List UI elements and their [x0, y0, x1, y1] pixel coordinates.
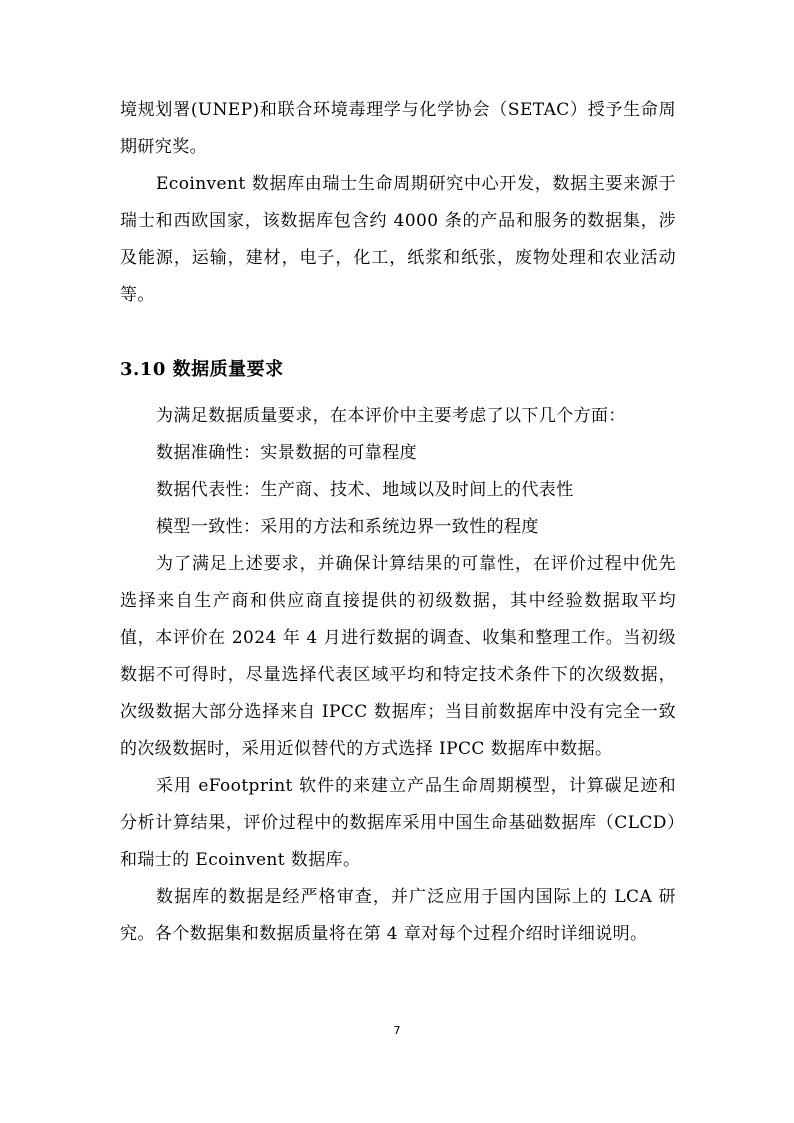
paragraph-database-review: 数据库的数据是经严格审查，并广泛应用于国内国际上的 LCA 研究。各个数据集和数据质量将在第 4 章对每个过程介绍时详细说明。 [120, 887, 676, 944]
section-heading: 3.10 数据质量要求 [120, 359, 284, 380]
paragraph-ecoinvent: Ecoinvent 数据库由瑞士生命周期研究中心开发，数据主要来源于瑞士和西欧国家，该数据库包含约 4000 条的产品和服务的数据集，涉及能源，运输，建材，电子，化工，纸浆和纸张，废物处理和农业活动等。 [120, 174, 676, 305]
paragraph-efootprint: 采用 eFootprint 软件的来建立产品生命周期模型，计算碳足迹和分析计算结果，评价过程中的数据库采用中国生命基础数据库（CLCD）和瑞士的 Ecoinvent 数据库。 [120, 776, 676, 870]
paragraph-quality-intro: 为满足数据质量要求，在本评价中主要考虑了以下几个方面： [156, 406, 626, 426]
paragraph-data-selection: 为了满足上述要求，并确保计算结果的可靠性，在评价过程中优先选择来自生产商和供应商直接提供的初级数据，其中经验数据取平均值，本评价在 2024 年 4 月进行数据的调查、收集和整理工作。当初级数据不可得时，尽量选择代表区域平均和特定技术条件下的次级数据，次级数据大部分选择来自 IPCC 数据库；当目前数据库中没有完全一致的次级数据时，采用近似替代的方式选择 IPCC 数据库中数据。 [120, 554, 676, 759]
paragraph-consistency: 模型一致性：采用的方法和系统边界一致性的程度 [156, 517, 539, 537]
page-number: 7 [393, 1024, 401, 1037]
paragraph-accuracy: 数据准确性：实景数据的可靠程度 [156, 443, 417, 463]
paragraph-unep-continuation: 境规划署(UNEP)和联合环境毒理学与化学协会（SETAC）授予生命周期研究奖。 [120, 100, 676, 157]
paragraph-representativeness: 数据代表性：生产商、技术、地域以及时间上的代表性 [156, 480, 574, 500]
page-body [120, 92, 676, 953]
